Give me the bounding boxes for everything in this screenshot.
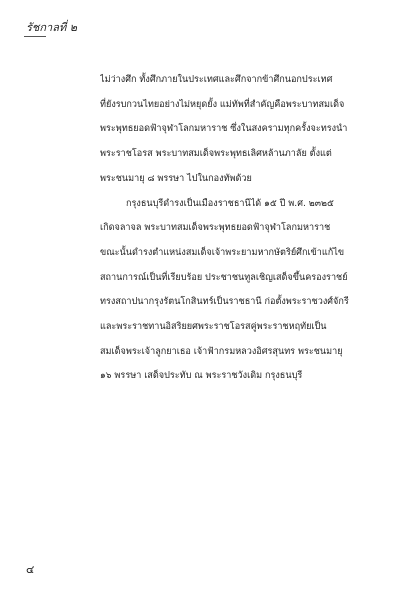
- text-line: พระราชโอรส พระบาทสมเด็จพระพุทธเลิศหล้านภาลัย ตั้งแต่: [100, 149, 332, 160]
- text-line: ขณะนั้นดำรงตำแหน่งสมเด็จเจ้าพระยามหากษัตริย์ศึกเข้าแก้ไข: [100, 247, 345, 258]
- text-line: สมเด็จพระเจ้าลูกยาเธอ เจ้าฟ้ากรมหลวงอิศรสุนทร พระชนมายุ: [100, 346, 343, 357]
- running-head: รัชกาลที่ ๒: [26, 21, 77, 34]
- page-number: ๔: [26, 563, 35, 576]
- text-line: สถานการณ์เป็นที่เรียบร้อย ประชาชนทูลเชิญเสด็จขึ้นครองราชย์: [100, 272, 348, 283]
- text-line: กรุงธนบุรีดำรงเป็นเมืองราชธานีได้ ๑๕ ปี พ.ศ. ๒๓๒๕: [126, 198, 334, 209]
- text-line: พระพุทธยอดฟ้าจุฬาโลกมหาราช ซึ่งในสงครามทุกครั้งจะทรงนำ: [100, 124, 348, 135]
- text-line: เกิดจลาจล พระบาทสมเด็จพระพุทธยอดฟ้าจุฬาโลกมหาราช: [100, 223, 331, 234]
- running-head-rule: [24, 36, 46, 37]
- text-line: พระชนมายุ ๘ พรรษา ไปในกองทัพด้วย: [100, 173, 252, 184]
- text-line: ที่ยังรบกวนไทยอย่างไม่หยุดยั้ง แม่ทัพที่สำคัญคือพระบาทสมเด็จ: [100, 99, 345, 110]
- text-line: ไม่ว่างศึก ทั้งศึกภายในประเทศและศึกจากข้าศึกนอกประเทศ: [100, 75, 333, 85]
- text-line: ทรงสถาปนากรุงรัตนโกสินทร์เป็นราชธานี ก่อตั้งพระราชวงศ์จักรี: [100, 297, 349, 308]
- text-line: และพระราชทานอิสริยยศพระราชโอรสคู่พระราชหฤทัยเป็น: [100, 322, 327, 333]
- body-text: [100, 68, 382, 389]
- text-line: ๑๖ พรรษา เสด็จประทับ ณ พระราชวังเดิม กรุงธนบุรี: [100, 371, 303, 382]
